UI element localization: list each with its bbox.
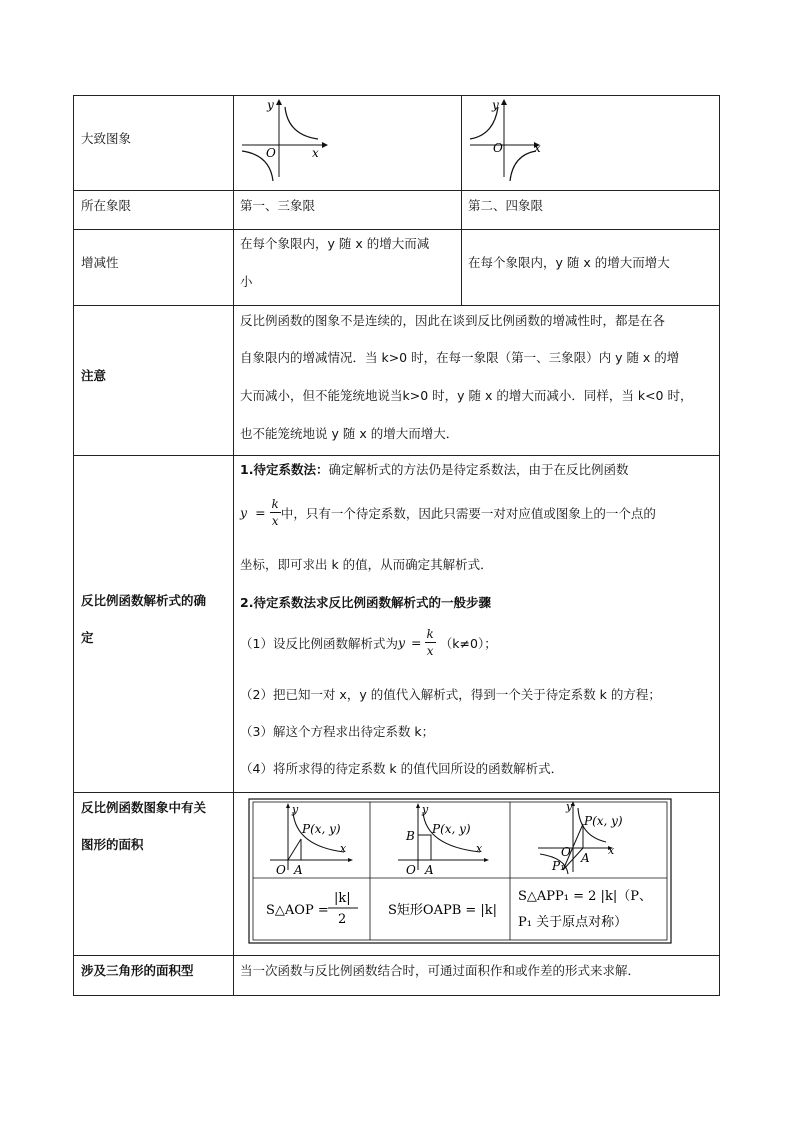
fig1-y-label: y	[292, 803, 299, 816]
step-1-pre: （1）设反比例函数解析式为	[240, 635, 398, 651]
row-label-note: 注意	[81, 368, 107, 383]
row-label-graph: 大致图象	[81, 131, 132, 146]
fig2-x-label: x	[476, 842, 483, 855]
note-paragraph	[240, 311, 712, 451]
row-label-analytic-line2: 定	[81, 630, 94, 645]
row-divider-4	[73, 455, 720, 456]
figure-rectangle-oapb	[398, 803, 489, 877]
figure-triangle-aop	[270, 803, 353, 877]
step-1-post: （k≠0）；	[439, 635, 497, 651]
figure-triangle-app1	[538, 800, 623, 874]
step-1-denominator: x	[426, 644, 434, 658]
formula-area-triangle-app1: S△APP₁ = 2 |k|（P、	[518, 889, 652, 904]
step-4: （4）将所求得的待定系数 k 的值代回所设的函数解析式．	[240, 761, 564, 776]
col-divider-2	[461, 95, 462, 305]
monotonic-positive-k-line2: 小	[240, 274, 253, 289]
step-1-eq: =	[411, 635, 422, 650]
monotonic-positive-k-line1: 在每个象限内，y 随 x 的增大而减	[240, 236, 430, 251]
fig3-point-p1: P₁	[552, 859, 565, 873]
note-line: 自象限内的增减情况．当 k>0 时，在每一象限（第一、三象限）内 y 随 x 的增	[240, 350, 680, 365]
fig2-origin: O	[406, 863, 416, 877]
note-line: 大而减小，但不能笼统地说当k>0 时，y 随 x 的增大而减小．同样，当 k<0 时，	[240, 388, 693, 403]
row-label-area-line2: 图形的面积	[81, 837, 144, 852]
formula-eq: =	[255, 505, 266, 520]
method-heading-line	[240, 460, 628, 478]
row-divider-6	[73, 955, 720, 956]
row-label-quadrant: 所在象限	[81, 198, 132, 213]
note-line: 也不能笼统地说 y 随 x 的增大而增大．	[240, 426, 459, 441]
analytic-content	[240, 460, 712, 790]
formula-symmetric-note: P₁ 关于原点对称）	[518, 915, 628, 930]
formula-numerator: k	[271, 497, 279, 511]
formula-abs-k: |k|	[334, 891, 351, 906]
step-1-numerator: k	[426, 627, 434, 641]
axis-label-x: x	[534, 141, 541, 155]
formula-denominator: x	[271, 514, 279, 528]
formula-y: y	[240, 505, 248, 520]
area-figure-table	[248, 798, 672, 944]
monotonic-negative-k: 在每个象限内，y 随 x 的增大而增大	[468, 255, 670, 270]
fig2-point-p: P(x, y)	[432, 822, 471, 836]
coordinate-line: 坐标，即可求出 k 的值，从而确定其解析式．	[240, 557, 493, 572]
origin-label: O	[266, 146, 276, 160]
quadrant-negative-k: 第二、四象限	[468, 198, 544, 213]
fig1-origin: O	[276, 863, 286, 877]
row-divider-5	[73, 792, 720, 793]
formula-line	[240, 496, 656, 529]
formula-line-text: 中，只有一个待定系数，因此只需要一对对应值或图象上的一个点的	[280, 505, 656, 521]
fig1-point-a: A	[294, 863, 303, 877]
fig1-x-label: x	[340, 842, 347, 855]
row-divider-1	[73, 190, 720, 191]
row-label-area-line1: 反比例函数图象中有关	[81, 800, 207, 815]
fig3-point-a: A	[581, 851, 590, 865]
fig2-y-label: y	[422, 803, 429, 816]
row-label-monotonic: 增减性	[81, 255, 119, 270]
formula-area-triangle-aop: S△AOP =	[266, 903, 329, 918]
method-heading: 1.待定系数法：	[240, 462, 329, 477]
step-1	[240, 626, 497, 659]
row-label-triangle-area: 涉及三角形的面积型	[81, 963, 194, 978]
fig3-point-p: P(x, y)	[584, 814, 623, 828]
graph-first-third-quadrant	[236, 97, 336, 183]
fig3-origin: O	[561, 845, 571, 859]
fig3-y-label: y	[566, 800, 573, 813]
formula-area-rect-oapb: S矩形OAPB = |k|	[388, 903, 498, 918]
fig2-point-a: A	[425, 863, 434, 877]
origin-label: O	[493, 141, 503, 155]
axis-label-y: y	[267, 98, 274, 112]
graph-second-fourth-quadrant	[464, 97, 564, 183]
step-3: （3）解这个方程求出待定系数 k；	[240, 724, 435, 739]
method-text: 确定解析式的方法仍是待定系数法，由于在反比例函数	[328, 462, 629, 477]
axis-label-x: x	[312, 146, 319, 160]
step-1-fraction	[425, 626, 436, 659]
step-1-y: y	[397, 635, 406, 650]
steps-heading: 2.待定系数法求反比例函数解析式的一般步骤	[240, 595, 491, 610]
axis-label-y: y	[492, 98, 499, 112]
fig1-point-p: P(x, y)	[302, 822, 341, 836]
step-2: （2）把已知一对 x，y 的值代入解析式，得到一个关于待定系数 k 的方程；	[240, 687, 661, 702]
fig3-x-label: x	[608, 844, 615, 857]
row-label-analytic-line1: 反比例函数解析式的确	[81, 593, 207, 608]
formula-two: 2	[338, 912, 347, 927]
fig2-point-b: B	[406, 829, 415, 843]
col-divider-1	[233, 95, 234, 996]
triangle-area-text: 当一次函数与反比例函数结合时，可通过面积作和或作差的形式来求解．	[240, 963, 641, 978]
formula-fraction	[270, 496, 281, 529]
quadrant-positive-k: 第一、三象限	[240, 198, 316, 213]
note-line: 反比例函数的图象不是连续的，因此在谈到反比例函数的增减性时，都是在各	[240, 313, 666, 328]
row-divider-2	[73, 229, 720, 230]
row-divider-3	[73, 305, 720, 306]
